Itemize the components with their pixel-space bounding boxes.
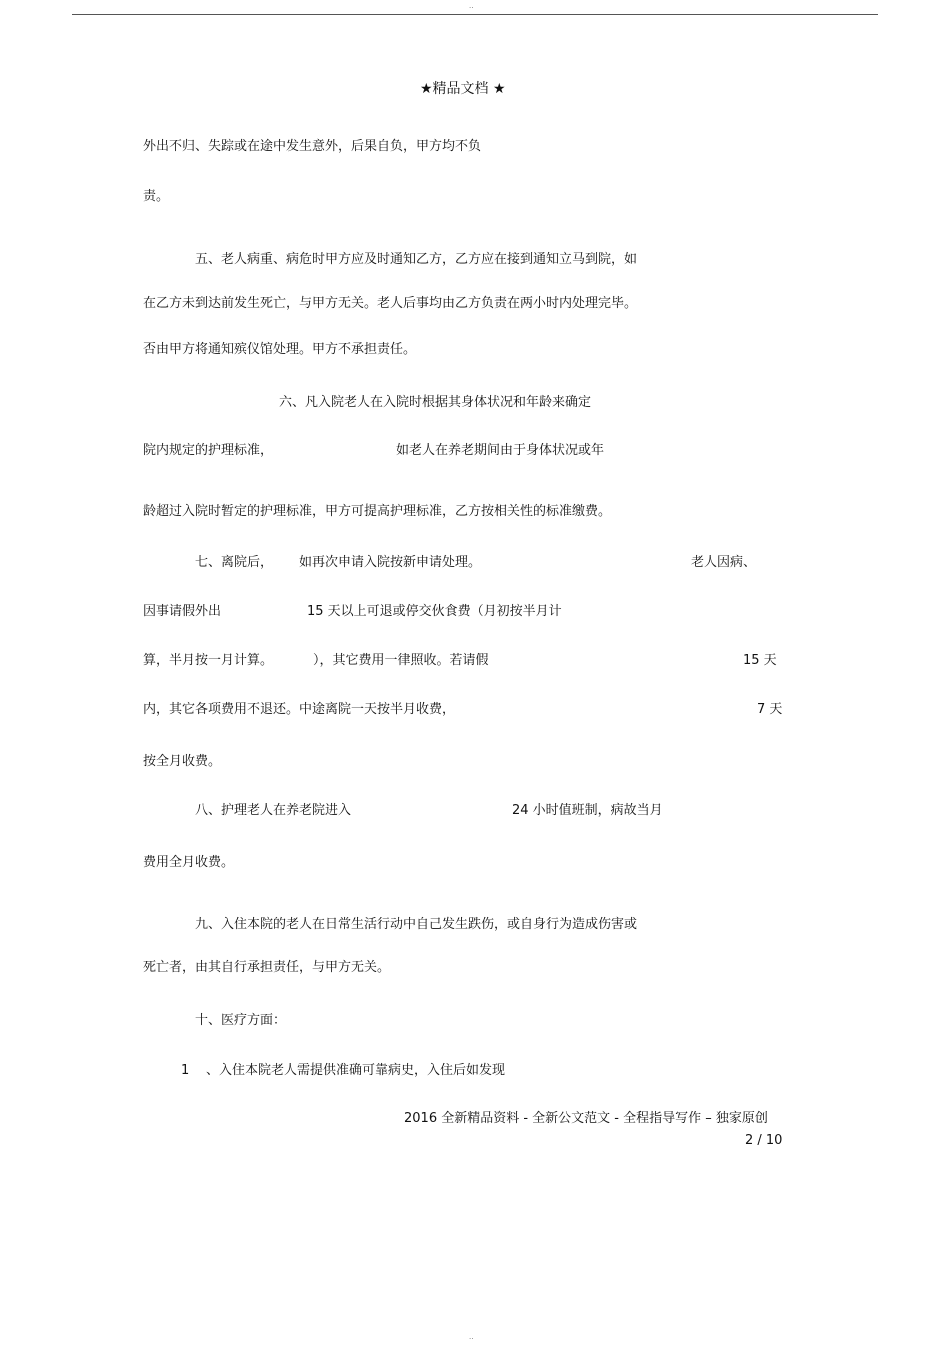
clause-9-line-2: 死亡者，由其自行承担责任，与甲方无关。: [143, 960, 391, 975]
body-line-2: 责。: [143, 189, 170, 204]
body-line-1: 外出不归、失踪或在途中发生意外，后果自负，甲方均不负: [143, 139, 482, 154]
clause-6-line-3: 龄超过入院时暂定的护理标准，甲方可提高护理标准，乙方按相关性的标准缴费。: [143, 504, 612, 519]
clause-5-line-3: 否由甲方将通知殡仪馆处理。甲方不承担责任。: [143, 342, 417, 357]
clause-7-line-3c: 15 天: [743, 653, 777, 668]
clause-7-line-4b: 7 天: [757, 702, 783, 717]
clause-6-line-1: 六、凡入院老人在入院时根据其身体状况和年龄来确定: [279, 395, 592, 410]
clause-7-line-2a: 因事请假外出: [143, 604, 222, 619]
clause-9-line-1: 九、入住本院的老人在日常生活行动中自己发生跌伤，或自身行为造成伤害或: [195, 917, 638, 932]
footer-tagline: 2016 全新精品资料 - 全新公文范文 - 全程指导写作 – 独家原创: [404, 1111, 768, 1126]
clause-7-line-4a: 内，其它各项费用不退还。中途离院一天按半月收费，: [143, 702, 456, 717]
clause-10-heading: 十、医疗方面：: [195, 1013, 287, 1028]
bottom-dots: ..: [469, 1333, 474, 1341]
clause-8-line-1a: 八、护理老人在养老院进入: [195, 803, 352, 818]
clause-5-line-2: 在乙方未到达前发生死亡，与甲方无关。老人后事均由乙方负责在两小时内处理完毕。: [143, 296, 638, 311]
page-number: 2 / 10: [745, 1133, 783, 1148]
clause-7-line-3a: 算，半月按一月计算。: [143, 653, 274, 668]
page-header-title: ★精品文档 ★: [420, 81, 506, 97]
clause-7-line-5: 按全月收费。: [143, 754, 222, 769]
clause-8-line-1b: 24 小时值班制，病故当月: [512, 803, 663, 818]
clause-5-line-1: 五、老人病重、病危时甲方应及时通知乙方，乙方应在接到通知立马到院，如: [195, 252, 638, 267]
clause-7-line-1b: 如再次申请入院按新申请处理。: [299, 555, 482, 570]
clause-6-line-2a: 院内规定的护理标准，: [143, 443, 274, 458]
header-rule: [72, 14, 878, 15]
clause-7-line-1a: 七、离院后，: [195, 555, 274, 570]
clause-7-line-2b: 15 天以上可退或停交伙食费（月初按半月计: [307, 604, 562, 619]
top-dots: ..: [469, 2, 474, 10]
item-1-text: 、入住本院老人需提供准确可靠病史，入住后如发现: [206, 1063, 506, 1078]
clause-8-line-2: 费用全月收费。: [143, 855, 235, 870]
clause-7-line-1c: 老人因病、: [691, 555, 757, 570]
clause-6-line-2b: 如老人在养老期间由于身体状况或年: [396, 443, 605, 458]
item-1-number: 1: [181, 1063, 190, 1078]
clause-7-line-3b: ），其它费用一律照收。若请假: [313, 653, 489, 668]
